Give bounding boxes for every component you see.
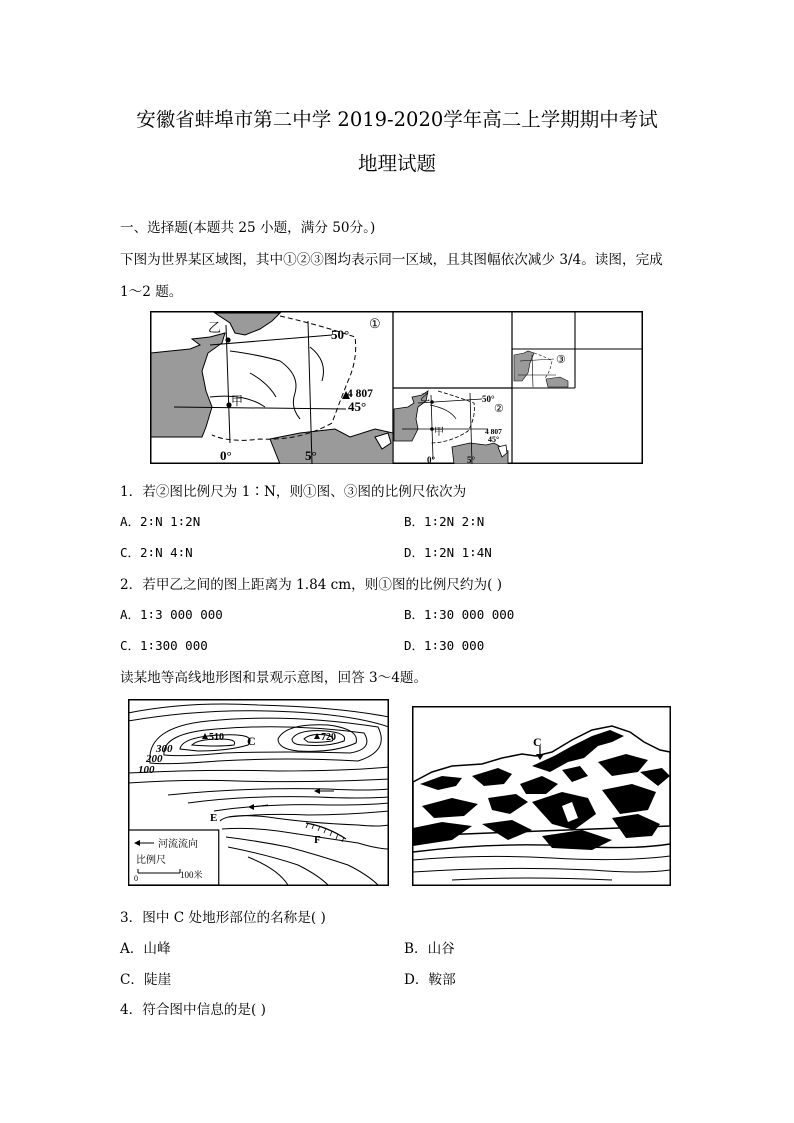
map1-lon5: 5° — [305, 448, 317, 463]
question-1-option-d: D．1∶2N 1∶4N — [404, 545, 492, 560]
question-2-option-b: B．1∶30 000 000 — [404, 607, 515, 622]
contour-100: 100 — [138, 764, 155, 776]
map2-peak: 4 807 — [485, 427, 502, 436]
question-3-option-a: A．山峰 — [120, 941, 171, 957]
map2-label-yi: 乙 — [420, 393, 430, 404]
map1-label-jia: 甲 — [231, 394, 244, 408]
map2-number: ② — [494, 403, 504, 415]
page-subtitle: 地理试题 — [357, 152, 436, 175]
figure-contour-map — [128, 699, 389, 886]
intro-2: 读某地等高线地形图和景观示意图，回答 3～4题。 — [120, 670, 428, 686]
question-3-option-c: C．陡崖 — [120, 972, 172, 988]
map-2 — [393, 311, 512, 464]
intro-1-line-1: 下图为世界某区域图，其中①②③图均表示同一区域，且其图幅依次减少 3/4。读图，完成 — [120, 252, 663, 268]
map1-lat45: 45° — [348, 399, 367, 414]
map-3 — [512, 311, 642, 388]
question-3-option-b: B．山谷 — [404, 941, 455, 957]
contour-200: 200 — [146, 753, 163, 765]
question-4-stem: 4．符合图中信息的是( ) — [120, 1002, 266, 1018]
contour-label-c: C — [247, 734, 256, 748]
contour-label-e: E — [210, 812, 218, 824]
legend-scale: 比例尺 — [136, 855, 166, 866]
contour-label-f: F — [314, 834, 321, 846]
contour-300: 300 — [156, 743, 173, 755]
map-1 — [151, 311, 393, 464]
map2-lat50: 50° — [482, 394, 495, 404]
map1-peak: 4 807 — [347, 388, 373, 400]
question-1-option-b: B．1∶2N 2∶N — [404, 514, 485, 529]
map1-label-yi: 乙 — [208, 320, 222, 335]
map1-number: ① — [369, 316, 381, 331]
section-heading: 一、选择题(本题共 25 小题，满分 50分。) — [120, 220, 376, 236]
map2-lon0: 0° — [427, 455, 436, 464]
intro-1-line-2: 1～2 题。 — [120, 284, 183, 300]
question-1-stem: 1．若②图比例尺为 1∶N，则①图、③图的比例尺依次为 — [120, 484, 467, 500]
question-2-option-c: C．1∶300 000 — [120, 638, 208, 653]
page-title: 安徽省蚌埠市第二中学 2019-2020学年高二上学期期中考试 — [136, 108, 658, 131]
figure-landscape — [412, 706, 671, 886]
landscape-label-c: C — [533, 735, 542, 749]
map1-lon0: 0° — [220, 448, 232, 463]
question-3-stem: 3．图中 C 处地形部位的名称是( ) — [120, 910, 326, 926]
map2-label-jia: 甲 — [434, 427, 444, 438]
contour-peak-510: 510 — [209, 732, 224, 743]
question-1-option-c: C．2∶N 4∶N — [120, 545, 193, 560]
map3-number: ③ — [556, 354, 566, 366]
map2-lat45: 45° — [488, 435, 500, 444]
scale-length: 100米 — [180, 870, 203, 880]
legend-flow: 河流流向 — [158, 839, 198, 850]
figure-map-series — [150, 311, 643, 464]
question-2-option-d: D．1∶30 000 — [404, 638, 485, 653]
map1-lat50: 50° — [331, 327, 350, 342]
contour-peak-720: 720 — [321, 732, 336, 743]
scale-zero: 0 — [134, 874, 138, 883]
question-1-option-a: A．2∶N 1∶2N — [120, 514, 201, 529]
map2-lon5: 5° — [467, 455, 476, 464]
question-2-option-a: A．1∶3 000 000 — [120, 607, 223, 622]
question-3-option-d: D．鞍部 — [404, 972, 456, 988]
question-2-stem: 2．若甲乙之间的图上距离为 1.84 cm，则①图的比例尺约为( ) — [120, 577, 503, 593]
